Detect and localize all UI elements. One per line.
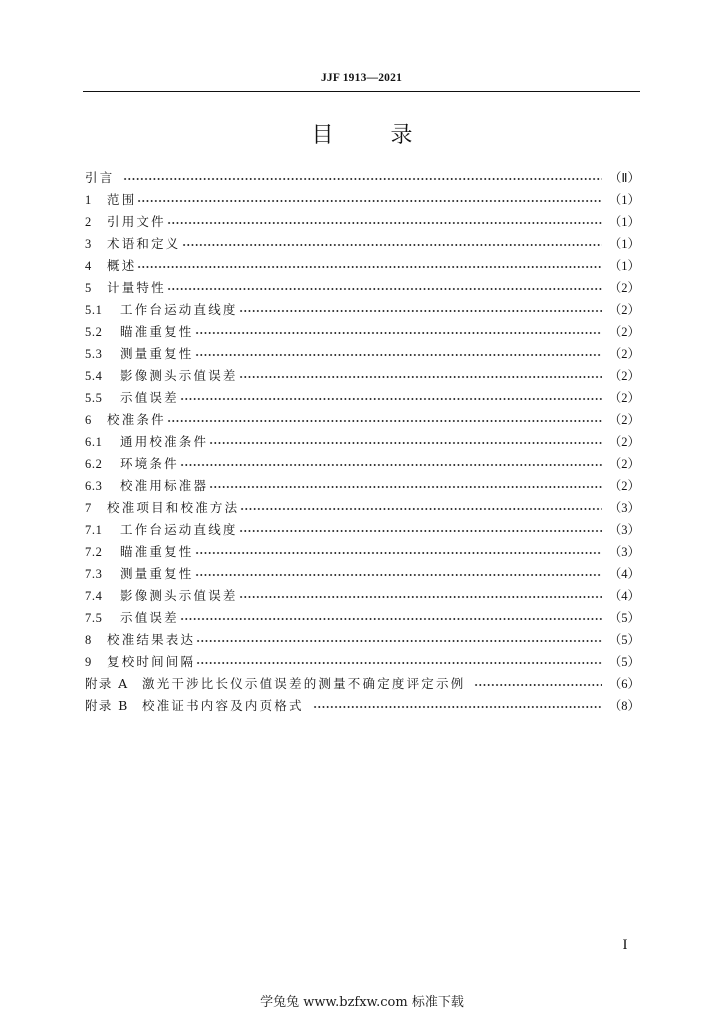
toc-entry-number: 5.4 bbox=[85, 369, 103, 383]
toc-entry-number: 7.4 bbox=[85, 589, 103, 603]
toc-leader-dots bbox=[195, 563, 602, 585]
toc-entry-number: 5.1 bbox=[85, 303, 103, 317]
toc-entry-title: 术语和定义 bbox=[107, 236, 181, 251]
toc-entry bbox=[85, 541, 640, 563]
toc-entry bbox=[85, 607, 640, 629]
toc-leader-dots bbox=[239, 365, 602, 387]
toc-entry-page: （2） bbox=[608, 413, 640, 427]
toc-entry-page: （1） bbox=[608, 259, 640, 273]
toc-leader-dots bbox=[137, 189, 601, 211]
toc-entry-title: 复校时间间隔 bbox=[107, 654, 196, 669]
toc-entry-title: 校准条件 bbox=[107, 412, 166, 427]
toc-leader-dots bbox=[239, 299, 602, 321]
toc-entry-number: 8 bbox=[85, 633, 92, 647]
toc-entry-number: 5.3 bbox=[85, 347, 103, 361]
toc-entry-title: 工作台运动直线度 bbox=[120, 522, 238, 537]
toc-entry-page: （3） bbox=[608, 545, 640, 559]
toc-entry-title: 校准用标准器 bbox=[120, 478, 209, 493]
toc-entry-title: 工作台运动直线度 bbox=[120, 302, 238, 317]
toc-entry-page: （2） bbox=[608, 479, 640, 493]
toc-entry bbox=[85, 255, 640, 277]
toc-entry-page: （2） bbox=[608, 369, 640, 383]
toc-leader-dots bbox=[180, 387, 602, 409]
toc-entry bbox=[85, 475, 640, 497]
toc-entry-number: 6.3 bbox=[85, 479, 103, 493]
toc-leader-dots bbox=[313, 695, 602, 717]
toc-entry-page: （3） bbox=[608, 501, 640, 515]
toc-entry-number: 7.2 bbox=[85, 545, 103, 559]
toc-entry-title: 引言 bbox=[85, 170, 115, 185]
footer-watermark: 学兔兔 www.bzfxw.com 标准下载 bbox=[260, 995, 464, 1010]
toc-entry-number: 2 bbox=[85, 215, 92, 229]
toc-leader-dots bbox=[180, 453, 602, 475]
toc-entry-page: （4） bbox=[608, 589, 640, 603]
toc-entry bbox=[85, 497, 640, 519]
toc-entry-page: （1） bbox=[608, 237, 640, 251]
running-header: JJF 1913—2021 bbox=[320, 72, 403, 84]
toc-leader-dots bbox=[196, 651, 602, 673]
page-number: I bbox=[622, 937, 628, 953]
toc-leader-dots bbox=[195, 343, 602, 365]
toc-entry-title: 校准证书内容及内页格式 bbox=[142, 698, 304, 713]
toc-entry-page: （8） bbox=[608, 699, 640, 713]
toc-entry bbox=[85, 233, 640, 255]
toc-leader-dots bbox=[182, 233, 602, 255]
toc-entry-title: 概述 bbox=[107, 258, 137, 273]
toc-entry-title: 瞄准重复性 bbox=[120, 324, 194, 339]
toc-entry-page: （1） bbox=[608, 193, 640, 207]
toc-entry-page: （5） bbox=[608, 633, 640, 647]
toc-entry-title: 激光干涉比长仪示值误差的测量不确定度评定示例 bbox=[142, 676, 466, 691]
toc-entry-page: （2） bbox=[608, 281, 640, 295]
toc-entry-page: （2） bbox=[608, 391, 640, 405]
toc-entry-title: 测量重复性 bbox=[120, 346, 194, 361]
toc-entry-title: 测量重复性 bbox=[120, 566, 194, 581]
toc-entry bbox=[85, 365, 640, 387]
toc-leader-dots bbox=[167, 211, 602, 233]
toc-entry-page: （2） bbox=[608, 457, 640, 471]
toc-leader-dots bbox=[167, 277, 602, 299]
toc-entry-page: （4） bbox=[608, 567, 640, 581]
toc-entry-page: （5） bbox=[608, 611, 640, 625]
toc-entry bbox=[85, 519, 640, 541]
toc-entry-number: 7.1 bbox=[85, 523, 103, 537]
toc-entry-page: （2） bbox=[608, 303, 640, 317]
toc-entry-number: 1 bbox=[85, 193, 92, 207]
toc-leader-dots bbox=[196, 629, 602, 651]
toc-leader-dots bbox=[474, 673, 601, 695]
toc-entry-page: （2） bbox=[608, 347, 640, 361]
toc-entry-number: 7.5 bbox=[85, 611, 103, 625]
toc-entry-number: 9 bbox=[85, 655, 92, 669]
toc-entry-page: （3） bbox=[608, 523, 640, 537]
toc-entry bbox=[85, 695, 640, 717]
toc-entry-number: 5 bbox=[85, 281, 92, 295]
toc-leader-dots bbox=[240, 497, 601, 519]
toc-entry bbox=[85, 585, 640, 607]
toc-entry-page: （Ⅱ） bbox=[608, 171, 640, 185]
toc-entry-number: 6 bbox=[85, 413, 92, 427]
toc-leader-dots bbox=[123, 167, 601, 189]
toc-entry-title: 影像测头示值误差 bbox=[120, 368, 238, 383]
toc-entry-title: 范围 bbox=[107, 192, 137, 207]
toc-entry bbox=[85, 431, 640, 453]
toc-leader-dots bbox=[209, 475, 602, 497]
toc-entry-title: 校准结果表达 bbox=[107, 632, 196, 647]
toc-entry-number: 4 bbox=[85, 259, 92, 273]
toc-entry-number: 6.2 bbox=[85, 457, 103, 471]
toc-entry bbox=[85, 453, 640, 475]
toc-leader-dots bbox=[180, 607, 602, 629]
toc-entry-title: 校准项目和校准方法 bbox=[107, 500, 240, 515]
toc-entry-title: 引用文件 bbox=[107, 214, 166, 229]
toc-entry-page: （2） bbox=[608, 435, 640, 449]
toc-entry-title: 示值误差 bbox=[120, 390, 179, 405]
toc-entry bbox=[85, 167, 640, 189]
toc-entry-title: 瞄准重复性 bbox=[120, 544, 194, 559]
toc-leader-dots bbox=[209, 431, 602, 453]
toc-entry bbox=[85, 277, 640, 299]
toc-entry-number: 5.2 bbox=[85, 325, 103, 339]
toc-entry bbox=[85, 673, 640, 695]
toc-entry-page: （2） bbox=[608, 325, 640, 339]
toc-entry bbox=[85, 211, 640, 233]
toc-entry-number: 6.1 bbox=[85, 435, 103, 449]
toc-leader-dots bbox=[195, 541, 602, 563]
toc-entry bbox=[85, 189, 640, 211]
toc-leader-dots bbox=[137, 255, 601, 277]
toc-entry bbox=[85, 563, 640, 585]
toc-entry-title: 环境条件 bbox=[120, 456, 179, 471]
toc-entry-number: 附录 B bbox=[85, 698, 129, 713]
toc-title: 目 录 bbox=[311, 123, 413, 148]
toc-entry-number: 7.3 bbox=[85, 567, 103, 581]
toc-leader-dots bbox=[239, 585, 602, 607]
toc-entry bbox=[85, 321, 640, 343]
toc-entry-number: 3 bbox=[85, 237, 92, 251]
toc-entry-number: 5.5 bbox=[85, 391, 103, 405]
toc-entry-number: 7 bbox=[85, 501, 92, 515]
toc-entry-title: 通用校准条件 bbox=[120, 434, 209, 449]
toc-entry bbox=[85, 343, 640, 365]
toc-entry bbox=[85, 387, 640, 409]
toc-entry-page: （1） bbox=[608, 215, 640, 229]
toc-entry bbox=[85, 299, 640, 321]
table-of-contents bbox=[85, 167, 640, 717]
toc-leader-dots bbox=[167, 409, 602, 431]
toc-entry-page: （5） bbox=[608, 655, 640, 669]
toc-entry-title: 计量特性 bbox=[107, 280, 166, 295]
toc-entry-page: （6） bbox=[608, 677, 640, 691]
toc-entry bbox=[85, 409, 640, 431]
toc-entry-title: 影像测头示值误差 bbox=[120, 588, 238, 603]
toc-leader-dots bbox=[195, 321, 602, 343]
toc-entry bbox=[85, 629, 640, 651]
toc-entry-number: 附录 A bbox=[85, 676, 129, 691]
toc-leader-dots bbox=[239, 519, 602, 541]
header-rule bbox=[83, 91, 640, 92]
toc-entry-title: 示值误差 bbox=[120, 610, 179, 625]
toc-entry bbox=[85, 651, 640, 673]
